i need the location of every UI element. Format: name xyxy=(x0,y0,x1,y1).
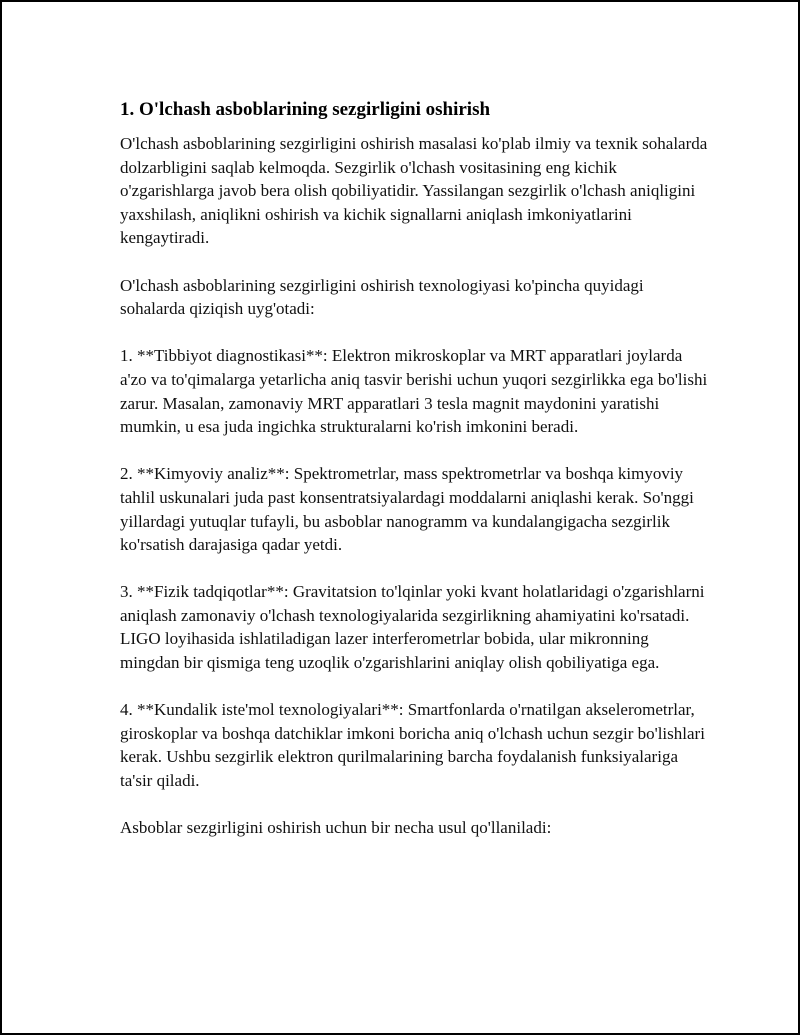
paragraph-item-physics: 3. **Fizik tadqiqotlar**: Gravitatsion to'lqinlar yoki kvant holatlaridagi o'zgarishlarni aniqlash zamonaviy o'lchash texnologiyalarida sezgirlikning ahamiyatini ko'rsatadi. LIGO loyihasida ishlatiladigan lazer interferometrlar bobida, ular mikronning mingdan bir qismiga teng uzoqlik o'zgarishlarini aniqlay olish qobiliyatiga ega. xyxy=(120,582,705,673)
paragraph-intro: O'lchash asboblarining sezgirligini oshirish masalasi ko'plab ilmiy va texnik sohalarda dolzarbligini saqlab kelmoqda. Sezgirlik o'lchash vositasining eng kichik o'zgarishlarga javob bera olish qobiliyatidir. Yassilangan sezgirlik o'lchash aniqligini yaxshilash, aniqlikni oshirish va kichik signallarni aniqlash imkoniyatlarini kengaytiradi. xyxy=(120,134,708,248)
paragraph-areas-intro: O'lchash asboblarining sezgirligini oshirish texnologiyasi ko'pincha quyidagi sohalarda qiziqish uyg'otadi: xyxy=(120,275,644,319)
paragraph-item-chemical: 2. **Kimyoviy analiz**: Spektrometrlar, mass spektrometrlar va boshqa kimyoviy tahlil uskunalari juda past konsentratsiyalardagi moddalarni aniqlashi kerak. So'nggi yillardagi yutuqlar tufayli, bu asboblar nanogramm va kundalangigacha sezgirlik ko'rsatish darajasiga qadar yetdi. xyxy=(120,464,694,555)
paragraph-item-medical: 1. **Tibbiyot diagnostikasi**: Elektron mikroskoplar va MRT apparatlari joylarda a'zo va to'qimalarga yetarlicha aniq tasvir berishi uchun yuqori sezgirlikka ega bo'lishi zarur. Masalan, zamonaviy MRT apparatlari 3 tesla magnit maydonini yaratishi mumkin, u esa juda ingichka strukturalarni ko'rish imkonini beradi. xyxy=(120,346,708,437)
paragraph-methods-intro: Asboblar sezgirligini oshirish uchun bir necha usul qo'llaniladi: xyxy=(120,818,552,838)
paragraph-item-consumer: 4. **Kundalik iste'mol texnologiyalari**: Smartfonlarda o'rnatilgan akselerometrlar, giroskoplar va boshqa datchiklar imkoni boricha aniq o'lchash uchun sezgir bo'lishlari kerak. Ushbu sezgirlik elektron qurilmalarining barcha foydalanish funksiyalariga ta'sir qiladi. xyxy=(120,700,705,791)
document-body xyxy=(120,98,710,840)
section-heading: 1. O'lchash asboblarining sezgirligini oshirish xyxy=(120,99,491,120)
